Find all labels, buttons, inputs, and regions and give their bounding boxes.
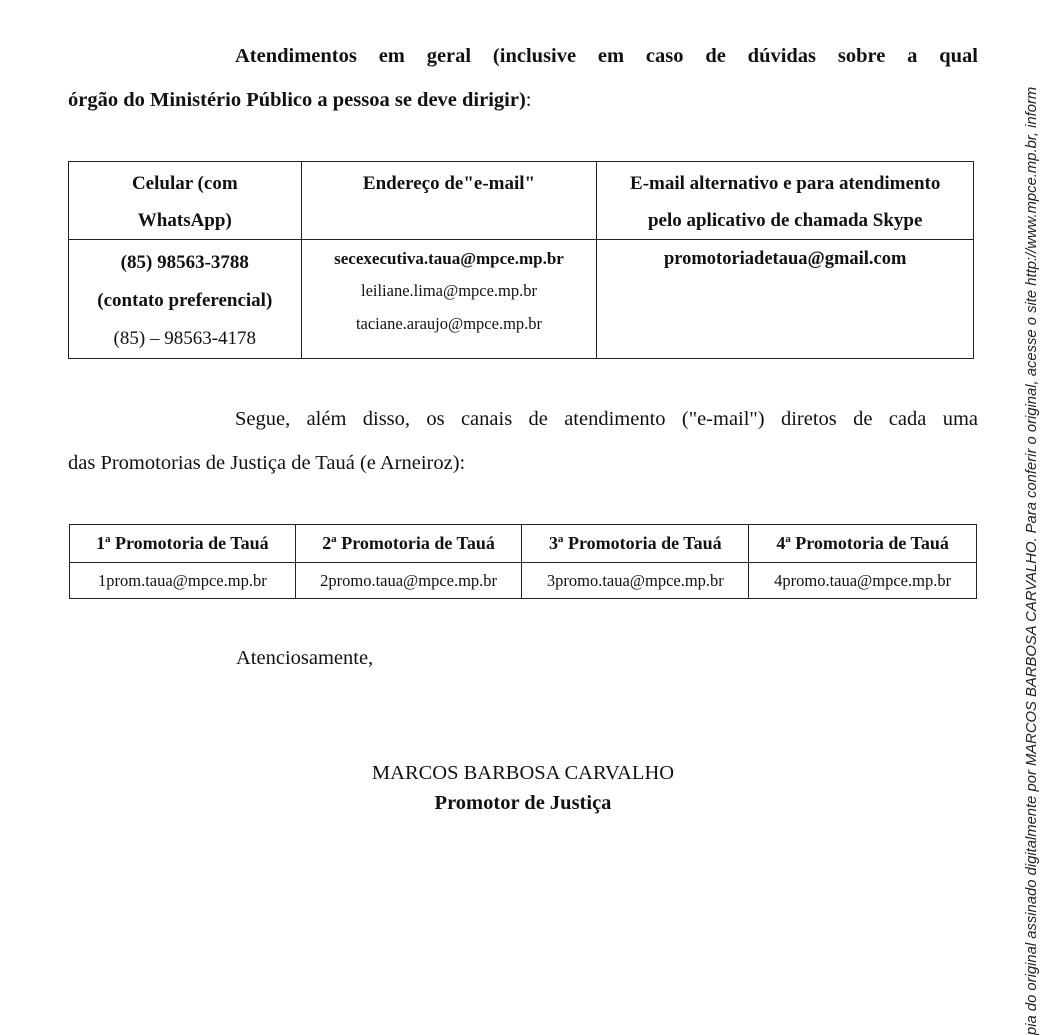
contacts-table bbox=[68, 161, 974, 359]
email-promotoria-1: 1prom.taua@mpce.mp.br bbox=[70, 563, 296, 599]
alt-email: promotoriadetaua@gmail.com bbox=[663, 249, 907, 269]
phone-note: (contato preferencial) bbox=[97, 290, 273, 311]
second-paragraph bbox=[68, 397, 978, 485]
header-promotoria-1: 1ª Promotoria de Tauá bbox=[70, 525, 296, 563]
cell-phones bbox=[69, 240, 302, 359]
contacts-data-row bbox=[69, 240, 974, 359]
header-promotoria-2: 2ª Promotoria de Tauá bbox=[295, 525, 522, 563]
intro-line-2 bbox=[68, 78, 978, 122]
side-watermark-text: pia do original assinado digitalmente por MARCOS BARBOSA CARVALHO. Para conferir o original, acesse o site http://www.mpce.mp.br, inform bbox=[1024, 86, 1040, 1035]
email-leiliane: leiliane.lima@mpce.mp.br bbox=[360, 281, 537, 300]
promotorias-email-row bbox=[70, 563, 977, 599]
header-email-alternativo bbox=[597, 162, 974, 240]
header-celular bbox=[69, 162, 302, 240]
promotorias-header-row bbox=[70, 525, 977, 563]
email-taciane: taciane.araujo@mpce.mp.br bbox=[355, 314, 543, 333]
header-promotoria-4: 4ª Promotoria de Tauá bbox=[749, 525, 977, 563]
header-alt-line-2: pelo aplicativo de chamada Skype bbox=[647, 210, 923, 231]
email-secexecutiva: secexecutiva.taua@mpce.mp.br bbox=[334, 249, 564, 268]
cell-alt-email bbox=[597, 240, 974, 359]
header-alt-line-1: E-mail alternativo e para atendimento bbox=[630, 173, 941, 194]
intro-line-1: Atendimentos em geral (inclusive em caso de dúvidas sobre a qual bbox=[235, 45, 978, 67]
signer-role: Promotor de Justiça bbox=[434, 792, 612, 814]
email-promotoria-2: 2promo.taua@mpce.mp.br bbox=[295, 563, 522, 599]
header-email: Endereço de"e-mail" bbox=[301, 162, 597, 240]
email-promotoria-3: 3promo.taua@mpce.mp.br bbox=[522, 563, 749, 599]
second-line-2: das Promotorias de Justiça de Tauá (e Arneiroz): bbox=[68, 452, 466, 474]
promotorias-table bbox=[69, 524, 977, 599]
email-promotoria-4: 4promo.taua@mpce.mp.br bbox=[749, 563, 977, 599]
signer-name: MARCOS BARBOSA CARVALHO bbox=[371, 762, 675, 784]
contacts-header-row bbox=[69, 162, 974, 240]
closing-text: Atenciosamente, bbox=[236, 647, 374, 669]
intro-line-2-tail: : bbox=[525, 89, 532, 111]
cell-emails bbox=[301, 240, 597, 359]
phone-main: (85) 98563-3788 bbox=[120, 252, 249, 273]
side-watermark bbox=[998, 0, 1048, 1035]
phone-alt: (85) – 98563-4178 bbox=[113, 328, 257, 349]
intro-line-2-bold: órgão do Ministério Público a pessoa se deve dirigir) bbox=[68, 89, 526, 111]
header-celular-line-1: Celular (com bbox=[131, 173, 238, 194]
header-celular-line-2: WhatsApp) bbox=[137, 210, 232, 231]
header-promotoria-3: 3ª Promotoria de Tauá bbox=[522, 525, 749, 563]
intro-paragraph bbox=[68, 34, 978, 122]
second-line-1: Segue, além disso, os canais de atendimento ("e-mail") diretos de cada uma bbox=[235, 408, 978, 430]
